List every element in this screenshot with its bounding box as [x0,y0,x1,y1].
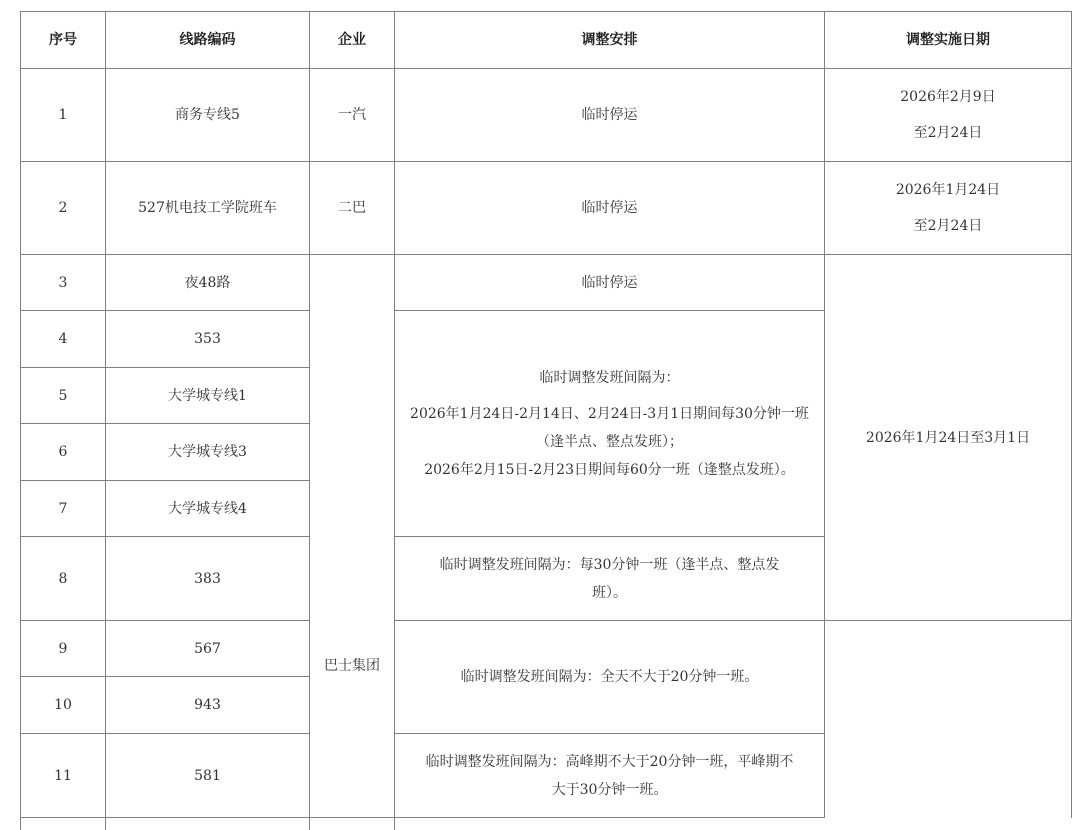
arrangement-line: （逢半点、整点发班）； [536,433,683,450]
table-row-partial [21,818,1072,830]
header-row [21,12,1072,69]
table-row [21,255,1072,311]
date-line: 至2月24日 [913,125,983,141]
route-cell: 大学城专线3 [106,424,310,481]
schedule-table [20,11,1072,830]
route-cell: 商务专线5 [106,69,310,162]
date-cell [825,162,1072,255]
seq-cell [21,818,106,830]
arrangement-line: 2026年1月24日-2月14日、2月24日-3月1日期间每30分钟一班 [410,405,809,422]
seq-cell: 9 [21,621,106,677]
arrangement-cell: 临时停运 [395,69,825,162]
seq-cell: 11 [21,734,106,818]
header-seq: 序号 [21,12,106,69]
seq-cell: 1 [21,69,106,162]
table-row [21,162,1072,255]
company-cell: 一汽 [310,69,395,162]
header-route: 线路编码 [106,12,310,69]
company-cell-bus-group: 巴士集团 [310,255,395,818]
arrangement-cell: 临时停运 [395,162,825,255]
header-date: 调整实施日期 [825,12,1072,69]
arrangement-line: 大于30分钟一班。 [551,781,668,798]
arrangement-cell-group [395,311,825,537]
route-cell: 943 [106,677,310,734]
seq-cell: 2 [21,162,106,255]
arrangement-cell [310,818,395,830]
header-company: 企业 [310,12,395,69]
seq-cell: 5 [21,368,106,424]
arrangement-cell: 临时停运 [395,255,825,311]
arrangement-cell-group: 临时调整发班间隔为：全天不大于20分钟一班。 [395,621,825,734]
seq-cell: 3 [21,255,106,311]
date-cell-group: 2026年1月24日至3月1日 [825,255,1072,621]
route-cell: 383 [106,537,310,621]
route-cell: 353 [106,311,310,368]
arrangement-line: 临时调整发班间隔为：每30分钟一班（逢半点、整点发 [439,556,780,573]
arrangement-cell [395,537,825,621]
arrangement-line: 班）。 [592,584,627,601]
table-row [21,69,1072,162]
header-arrangement: 调整安排 [395,12,825,69]
table-row [21,621,1072,677]
route-cell: 大学城专线4 [106,481,310,537]
route-cell: 527机电技工学院班车 [106,162,310,255]
date-line: 2026年2月9日 [900,89,996,105]
route-cell: 夜48路 [106,255,310,311]
company-cell: 二巴 [310,162,395,255]
route-cell [106,818,310,830]
seq-cell: 4 [21,311,106,368]
date-line: 至2月24日 [913,218,983,234]
arrangement-line: 2026年2月15日-2月23日期间每60分一班（逢整点发班）。 [424,461,795,478]
date-cell [825,69,1072,162]
route-cell: 大学城专线1 [106,368,310,424]
arrangement-cell [395,734,825,818]
route-cell: 581 [106,734,310,818]
arrangement-line: 临时调整发班间隔为： [539,369,680,386]
seq-cell: 6 [21,424,106,481]
date-line: 2026年1月24日 [895,182,1001,198]
arrangement-line: 临时调整发班间隔为：高峰期不大于20分钟一班，平峰期不 [425,753,794,770]
route-cell: 567 [106,621,310,677]
seq-cell: 8 [21,537,106,621]
seq-cell: 7 [21,481,106,537]
date-cell-empty [825,621,1072,818]
seq-cell: 10 [21,677,106,734]
